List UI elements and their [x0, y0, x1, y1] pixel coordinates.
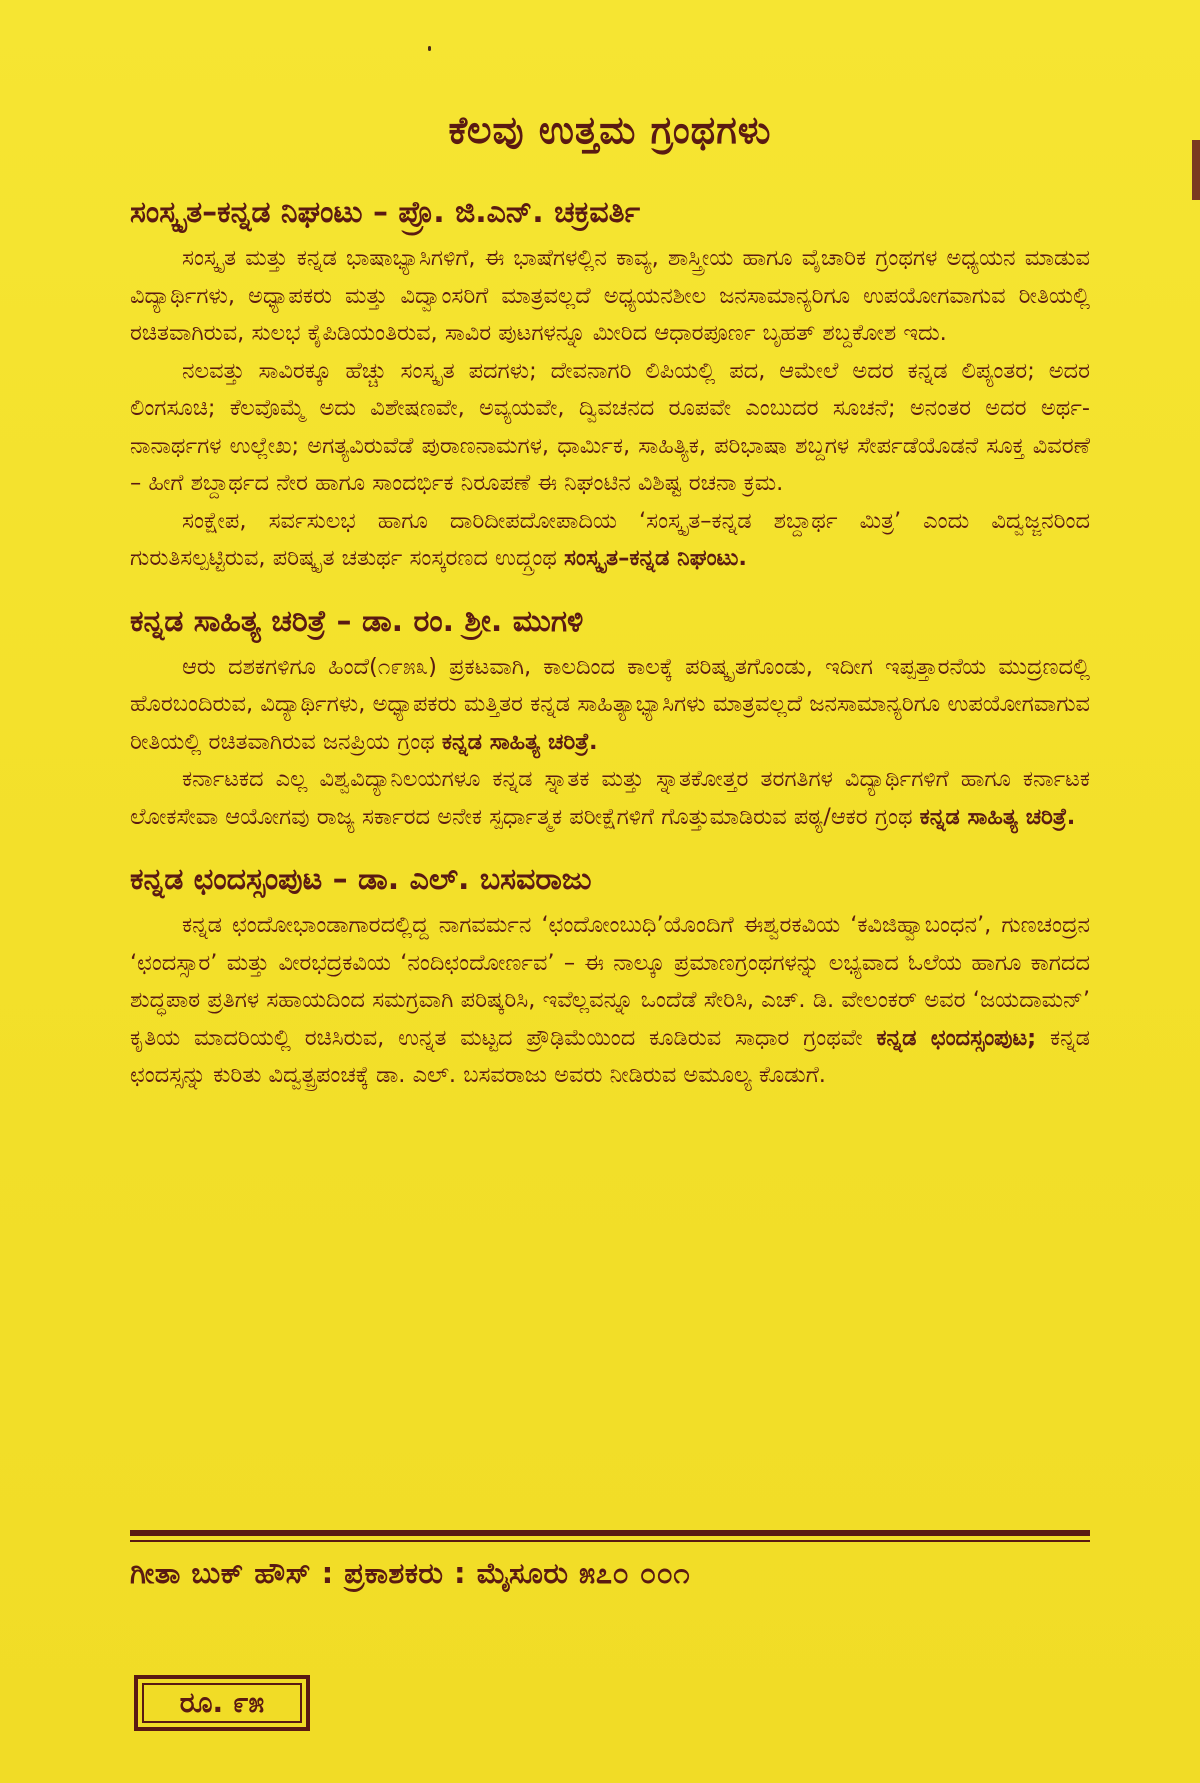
paragraph-text: ಕನ್ನಡ ಛಂದೋಭಾಂಡಾಗಾರದಲ್ಲಿದ್ದ ನಾಗವರ್ಮನ ‘ಛಂದೋಂಬುಧಿ’ಯೊಂದಿಗೆ ಈಶ್ವರಕವಿಯ ‘ಕವಿಜಿಹ್ವಾಬಂಧನ’, ಗುಣಚಂದ್ರನ ‘ಛಂದಸ್ಸಾರ’ ಮತ್ತು ವೀರಭದ್ರಕವಿಯ ‘ನಂದಿಛಂದೋರ್ಣವ’ – ಈ ನಾಲ್ಕೂ ಪ್ರಮಾಣಗ್ರಂಥಗಳನ್ನು ಲಭ್ಯವಾದ ಓಲೆಯ ಹಾಗೂ ಕಾಗದದ ಶುದ್ಧಪಾಠ ಪ್ರತಿಗಳ ಸಹಾಯದಿಂದ ಸಮಗ್ರವಾಗಿ ಪರಿಷ್ಕರಿಸಿ, ಇವೆಲ್ಲವನ್ನೂ ಒಂದೆಡೆ ಸೇರಿಸಿ, ಎಚ್. ಡಿ. ವೇಲಂಕರ್ ಅವರ ‘ಜಯದಾಮನ್’ ಕೃತಿಯ ಮಾದರಿಯಲ್ಲಿ ರಚಿಸಿರುವ, ಉನ್ನತ ಮಟ್ಟದ ಪ್ರೌಢಿಮೆಯಿಂದ ಕೂಡಿರುವ ಸಾಧಾರ ಗ್ರಂಥವೇ [130, 912, 1090, 1051]
binding-edge-mark [1192, 140, 1200, 200]
section-heading: ಸಂಸ್ಕೃತ–ಕನ್ನಡ ನಿಘಂಟು – ಪ್ರೊ. ಜಿ.ಎನ್. ಚಕ್ರವರ್ತಿ [130, 195, 641, 230]
paragraph-text: ಕರ್ನಾಟಕದ ಎಲ್ಲ ವಿಶ್ವವಿದ್ಯಾನಿಲಯಗಳೂ ಕನ್ನಡ ಸ್ನಾತಕ ಮತ್ತು ಸ್ನಾತಕೋತ್ತರ ತರಗತಿಗಳ ವಿದ್ಯಾರ್ಥಿಗಳಿಗೆ ಹಾಗೂ ಕರ್ನಾಟಕ ಲೋಕಸೇವಾ ಆಯೋಗವು ರಾಜ್ಯ ಸರ್ಕಾರದ ಅನೇಕ ಸ್ಪರ್ಧಾತ್ಮಕ ಪರೀಕ್ಷೆಗಳಿಗೆ ಗೊತ್ತುಮಾಡಿರುವ ಪಠ್ಯ/ಆಕರ ಗ್ರಂಥ [130, 766, 1090, 830]
book-title-bold: ಸಂಸ್ಕೃತ–ಕನ್ನಡ ನಿಘಂಟು. [564, 545, 747, 571]
divider-thick [130, 1530, 1090, 1536]
page-title: ಕೆಲವು ಉತ್ತಮ ಗ್ರಂಥಗಳು [448, 108, 772, 152]
paragraph: ನಲವತ್ತು ಸಾವಿರಕ್ಕೂ ಹೆಚ್ಚು ಸಂಸ್ಕೃತ ಪದಗಳು; ದೇವನಾಗರಿ ಲಿಪಿಯಲ್ಲಿ ಪದ, ಆಮೇಲೆ ಅದರ ಕನ್ನಡ ಲಿಪ್ಯಂತರ; ಅದರ ಲಿಂಗಸೂಚಿ; ಕೆಲವೊಮ್ಮೆ ಅದು ವಿಶೇಷಣವೇ, ಅವ್ಯಯವೇ, ದ್ವಿವಚನದ ರೂಪವೇ ಎಂಬುದರ ಸೂಚನೆ; ಅನಂತರ ಅದರ ಅರ್ಥ-ನಾನಾರ್ಥಗಳ ಉಲ್ಲೇಖ; ಅಗತ್ಯವಿರುವೆಡೆ ಪುರಾಣನಾಮಗಳ, ಧಾರ್ಮಿಕ, ಸಾಹಿತ್ಯಿಕ, ಪರಿಭಾಷಾ ಶಬ್ದಗಳ ಸೇರ್ಪಡೆಯೊಡನೆ ಸೂಕ್ತ ವಿವರಣೆ – ಹೀಗೆ ಶಬ್ದಾರ್ಥದ ನೇರ ಹಾಗೂ ಸಾಂದರ್ಭಿಕ ನಿರೂಪಣೆ ಈ ನಿಘಂಟಿನ ವಿಶಿಷ್ಟ ರಚನಾ ಕ್ರಮ. [130, 357, 1090, 496]
section-kannada-sahitya-charitre [130, 602, 1090, 837]
content-area [130, 108, 1090, 1119]
publisher-line: ಗೀತಾ ಬುಕ್ ಹೌಸ್ : ಪ್ರಕಾಶಕರು : ಮೈಸೂರು ೫೭೦ ೦೦೧ [130, 1556, 691, 1590]
section-heading: ಕನ್ನಡ ಛಂದಸ್ಸಂಪುಟ – ಡಾ. ಎಲ್. ಬಸವರಾಜು [130, 862, 592, 897]
section-heading: ಕನ್ನಡ ಸಾಹಿತ್ಯ ಚರಿತ್ರೆ – ಡಾ. ರಂ. ಶ್ರೀ. ಮುಗಳಿ [130, 603, 584, 639]
section-kannada-chandassamputa [130, 860, 1090, 1095]
paragraph: ಸಂಸ್ಕೃತ ಮತ್ತು ಕನ್ನಡ ಭಾಷಾಭ್ಯಾಸಿಗಳಿಗೆ, ಈ ಭಾಷೆಗಳಲ್ಲಿನ ಕಾವ್ಯ, ಶಾಸ್ತ್ರೀಯ ಹಾಗೂ ವೈಚಾರಿಕ ಗ್ರಂಥಗಳ ಅಧ್ಯಯನ ಮಾಡುವ ವಿದ್ಯಾರ್ಥಿಗಳು, ಅಧ್ಯಾಪಕರು ಮತ್ತು ವಿದ್ವಾಂಸರಿಗೆ ಮಾತ್ರವಲ್ಲದೆ ಅಧ್ಯಯನಶೀಲ ಜನಸಾಮಾನ್ಯರಿಗೂ ಉಪಯೋಗವಾಗುವ ರೀತಿಯಲ್ಲಿ ರಚಿತವಾಗಿರುವ, ಸುಲಭ ಕೈಪಿಡಿಯಂತಿರುವ, ಸಾವಿರ ಪುಟಗಳನ್ನೂ ಮೀರಿದ ಆಧಾರಪೂರ್ಣ ಬೃಹತ್ ಶಬ್ದಕೋಶ ಇದು. [130, 245, 1090, 346]
paragraph-text: ಕನ್ನಡ ಛಂದಸ್ಸನ್ನು ಕುರಿತು ವಿದ್ವತ್ಪ್ರಪಂಚಕ್ಕೆ ಡಾ. ಎಲ್. ಬಸವರಾಜು ಅವರು ನೀಡಿರುವ ಅಮೂಲ್ಯ ಕೊಡುಗೆ. [130, 1024, 1091, 1088]
price-label: ರೂ. ೯೫ [179, 1686, 265, 1719]
paragraph [130, 907, 1090, 1095]
book-title-bold: ಕನ್ನಡ ಸಾಹಿತ್ಯ ಚರಿತ್ರೆ. [441, 728, 598, 755]
publisher-footer [130, 1530, 1090, 1591]
paragraph-text: ಸಂಕ್ಷೇಪ, ಸರ್ವಸುಲಭ ಹಾಗೂ ದಾರಿದೀಪದೋಪಾದಿಯ ‘ಸಂಸ್ಕೃತ–ಕನ್ನಡ ಶಬ್ದಾರ್ಥ ಮಿತ್ರ’ ಎಂದು ವಿದ್ವಜ್ಜನರಿಂದ ಗುರುತಿಸಲ್ಪಟ್ಟಿರುವ, ಪರಿಷ್ಕೃತ ಚತುರ್ಥ ಸಂಸ್ಕರಣದ ಉದ್ಗ್ರಂಥ [130, 507, 1090, 571]
divider-thin [130, 1540, 1090, 1542]
paragraph-text: ಆರು ದಶಕಗಳಿಗೂ ಹಿಂದೆ(೧೯೫೩) ಪ್ರಕಟವಾಗಿ, ಕಾಲದಿಂದ ಕಾಲಕ್ಕೆ ಪರಿಷ್ಕೃತಗೊಂಡು, ಇದೀಗ ಇಪ್ಪತ್ತಾರನೆಯ ಮುದ್ರಣದಲ್ಲಿ ಹೊರಬಂದಿರುವ, ವಿದ್ಯಾರ್ಥಿಗಳು, ಅಧ್ಯಾಪಕರು ಮತ್ತಿತರ ಕನ್ನಡ ಸಾಹಿತ್ಯಾಭ್ಯಾಸಿಗಳು ಮಾತ್ರವಲ್ಲದೆ ಜನಸಾಮಾನ್ಯರಿಗೂ ಉಪಯೋಗವಾಗುವ ರೀತಿಯಲ್ಲಿ ರಚಿತವಾಗಿರುವ ಜನಪ್ರಿಯ ಗ್ರಂಥ [130, 653, 1090, 755]
paragraph [130, 761, 1090, 836]
section-sanskrit-kannada-dictionary [130, 193, 1090, 578]
paragraph [130, 649, 1090, 762]
book-title-bold: ಕನ್ನಡ ಛಂದಸ್ಸಂಪುಟ; [876, 1024, 1037, 1051]
price-box [134, 1675, 310, 1731]
paragraph [130, 503, 1090, 578]
print-speck [428, 46, 431, 51]
book-title-bold: ಕನ್ನಡ ಸಾಹಿತ್ಯ ಚರಿತ್ರೆ. [919, 803, 1076, 830]
